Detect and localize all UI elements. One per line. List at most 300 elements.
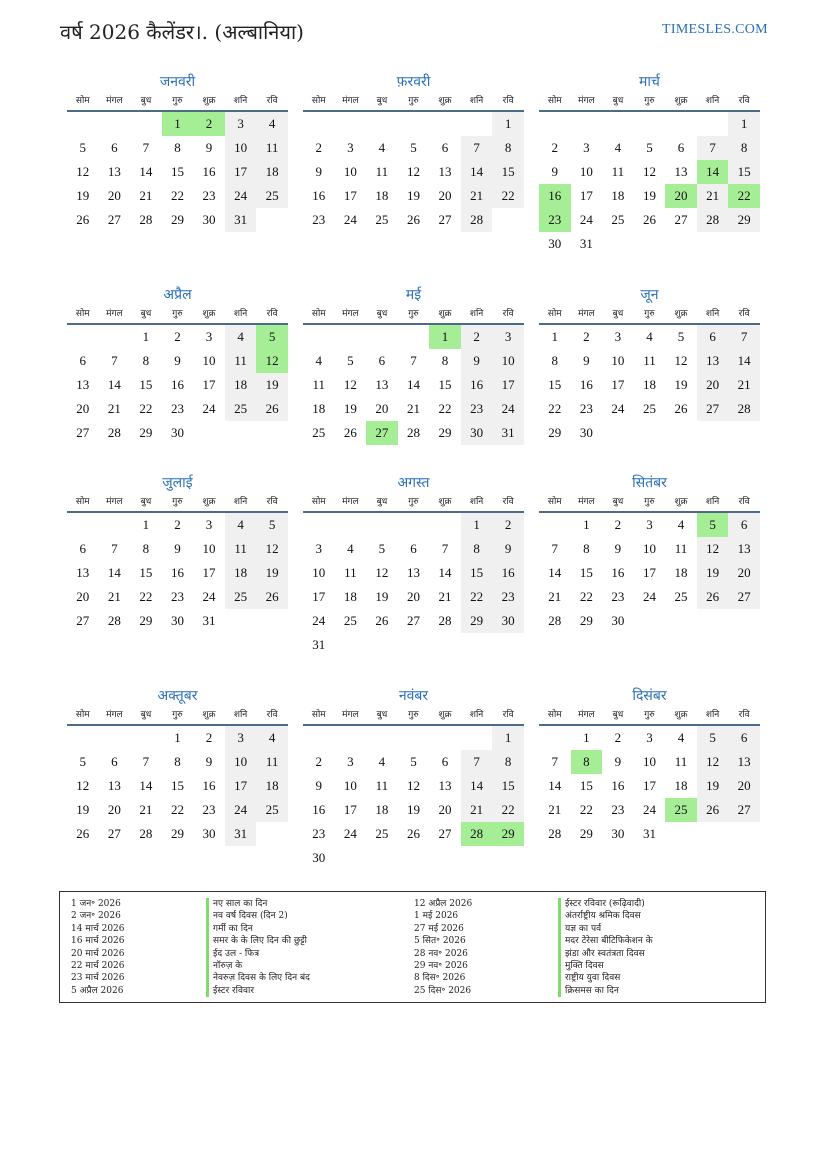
weekday-label: सोम	[311, 96, 326, 106]
day-cell: 8	[728, 136, 760, 160]
day-cell: 22	[438, 401, 452, 416]
day-cell: 13	[107, 164, 121, 179]
day-cell: 16	[611, 778, 625, 793]
day-cell: 10	[312, 565, 326, 580]
day-cell: 6	[378, 353, 386, 368]
day-cell: 30	[170, 613, 184, 628]
day-cell: 18	[674, 778, 688, 793]
empty-cell	[539, 513, 571, 537]
holiday-date: 2 जन॰ 2026	[71, 911, 121, 922]
empty-cell	[539, 112, 571, 136]
day-cell: 5	[347, 353, 354, 368]
day-cell: 19	[343, 401, 357, 416]
empty-cell	[99, 325, 131, 349]
day-cell: 29	[579, 613, 593, 628]
day-cell: 28	[697, 208, 729, 232]
day-cell: 29	[728, 208, 760, 232]
day-cell: 17	[225, 160, 257, 184]
day-cell: 18	[256, 774, 288, 798]
day-cell: 28	[406, 425, 420, 440]
day-cell: 31	[579, 236, 593, 251]
weekday-label: रवि	[266, 309, 278, 319]
day-cell: 28	[139, 826, 153, 841]
holiday-date: 5 अप्रैल 2026	[71, 985, 124, 996]
day-cell: 24	[202, 589, 216, 604]
month-name: अगस्त	[397, 475, 430, 491]
day-cell: 25	[225, 397, 257, 421]
day-cell: 22	[461, 585, 493, 609]
day-cell: 23	[312, 826, 326, 841]
day-cell: 23	[202, 188, 216, 203]
month-name: जून	[640, 287, 659, 303]
day-cell: 4	[646, 329, 653, 344]
day-cell: 18	[225, 373, 257, 397]
day-cell: 14	[139, 778, 153, 793]
day-cell: 2	[551, 140, 559, 155]
empty-cell	[67, 726, 99, 750]
weekday-label: बुध	[376, 96, 388, 106]
day-cell: 10	[225, 136, 257, 160]
empty-cell	[335, 726, 367, 750]
day-cell: 3	[205, 329, 213, 344]
day-cell: 9	[205, 140, 213, 155]
weekday-label: शनि	[469, 96, 484, 106]
day-cell: 27	[728, 585, 760, 609]
weekday-header	[303, 92, 524, 112]
day-cell: 16	[202, 778, 216, 793]
day-cell: 22	[579, 802, 593, 817]
holiday-date: 25 दिस॰ 2026	[414, 985, 472, 996]
day-cell: 10	[579, 164, 593, 179]
empty-cell	[634, 112, 666, 136]
day-cell: 13	[674, 164, 688, 179]
day-cell: 20	[406, 589, 420, 604]
day-cell: 23	[611, 589, 625, 604]
day-cell: 4	[677, 730, 685, 745]
day-grid	[539, 513, 760, 633]
weekday-label: रवि	[266, 497, 278, 507]
day-cell: 28	[139, 212, 153, 227]
weekday-label: गुरु	[408, 497, 419, 507]
empty-cell	[303, 112, 335, 136]
holiday-date: 14 मार्च 2026	[71, 923, 125, 934]
day-cell: 30	[611, 826, 625, 841]
day-cell: 16	[170, 565, 184, 580]
day-cell: 26	[76, 212, 90, 227]
day-cell: 14	[548, 565, 562, 580]
day-cell: 4	[256, 726, 288, 750]
day-cell: 26	[674, 401, 688, 416]
weekday-label: रवि	[738, 96, 750, 106]
day-cell: 13	[438, 778, 452, 793]
day-cell: 13	[375, 377, 389, 392]
month-name: मई	[405, 287, 422, 303]
holiday-names-col-1	[206, 898, 310, 997]
day-cell: 6	[728, 726, 760, 750]
day-cell: 4	[378, 140, 386, 155]
day-cell: 12	[343, 377, 357, 392]
day-cell: 23	[461, 397, 493, 421]
day-cell: 29	[548, 425, 562, 440]
day-cell: 1	[174, 730, 181, 745]
weekday-label: रवि	[502, 497, 514, 507]
holiday-name: क्रिसमस का दिन	[558, 985, 653, 997]
weekday-label: बुध	[376, 497, 388, 507]
day-cell: 4	[378, 754, 386, 769]
day-cell: 18	[611, 188, 625, 203]
day-cell: 15	[438, 377, 452, 392]
weekday-label: शनि	[469, 710, 484, 720]
weekday-label: रवि	[738, 497, 750, 507]
day-cell: 22	[139, 589, 153, 604]
day-cell: 15	[139, 377, 153, 392]
day-cell: 14	[548, 778, 562, 793]
day-cell: 4	[225, 325, 257, 349]
weekday-label: सोम	[547, 710, 562, 720]
day-cell: 28	[461, 208, 493, 232]
day-cell: 14	[438, 565, 452, 580]
day-cell: 9	[174, 353, 181, 368]
day-cell: 4	[225, 513, 257, 537]
holiday-date: 12 अप्रैल 2026	[414, 899, 473, 909]
day-cell: 24	[312, 613, 326, 628]
day-cell: 23	[202, 802, 216, 817]
day-cell: 22	[139, 401, 153, 416]
day-cell: 9	[614, 541, 622, 556]
day-cell: 12	[674, 353, 688, 368]
day-cell: 19	[697, 561, 729, 585]
day-cell: 16	[312, 188, 326, 203]
day-cell: 6	[697, 325, 729, 349]
day-cell: 24	[225, 798, 257, 822]
empty-cell	[461, 112, 493, 136]
day-cell: 17	[202, 377, 216, 392]
day-cell: 7	[111, 353, 118, 368]
day-cell: 21	[728, 373, 760, 397]
empty-cell	[130, 112, 162, 136]
day-cell: 23	[611, 802, 625, 817]
day-cell: 30	[461, 421, 493, 445]
day-cell: 31	[312, 637, 326, 652]
weekday-label: रवि	[738, 710, 750, 720]
empty-cell	[99, 112, 131, 136]
day-cell: 16	[579, 377, 593, 392]
day-cell: 12	[256, 537, 288, 561]
weekday-header	[67, 706, 288, 726]
empty-cell	[366, 513, 398, 537]
day-cell: 10	[202, 353, 216, 368]
day-cell: 22	[170, 188, 184, 203]
day-cell: 2	[614, 730, 622, 745]
holiday-date: 27 मई 2026	[414, 923, 464, 934]
day-cell: 18	[642, 377, 656, 392]
day-cell: 30	[170, 425, 184, 440]
day-cell: 27	[107, 826, 121, 841]
day-cell: 9	[492, 537, 524, 561]
day-cell: 8	[492, 750, 524, 774]
holiday-name: मुक्ति दिवस	[558, 960, 653, 972]
day-cell: 1	[142, 517, 150, 532]
day-cell: 13	[728, 537, 760, 561]
weekday-label: बुध	[612, 710, 624, 720]
day-cell: 11	[674, 541, 688, 556]
day-cell: 28	[548, 613, 562, 628]
weekday-label: सोम	[75, 96, 90, 106]
empty-cell	[398, 513, 430, 537]
day-cell: 2	[174, 517, 181, 532]
holiday-day-cell: 28	[461, 822, 493, 846]
day-cell: 5	[410, 754, 417, 769]
day-cell: 12	[76, 778, 90, 793]
day-cell: 5	[677, 329, 685, 344]
day-cell: 21	[139, 802, 153, 817]
weekday-label: शुक्र	[674, 497, 688, 507]
weekday-header	[539, 493, 760, 513]
day-cell: 25	[674, 589, 688, 604]
day-cell: 11	[312, 377, 326, 392]
day-cell: 15	[728, 160, 760, 184]
weekday-header	[67, 305, 288, 325]
day-cell: 30	[611, 613, 625, 628]
day-cell: 12	[642, 164, 656, 179]
day-cell: 14	[107, 377, 121, 392]
holiday-date: 8 दिस॰ 2026	[414, 973, 466, 984]
weekday-header	[67, 493, 288, 513]
day-cell: 2	[315, 140, 323, 155]
day-cell: 26	[343, 425, 357, 440]
day-cell: 7	[551, 541, 559, 556]
day-cell: 3	[205, 517, 213, 532]
empty-cell	[429, 726, 461, 750]
day-cell: 27	[406, 613, 420, 628]
month-name: अक्तूबर	[157, 688, 198, 704]
day-cell: 9	[174, 541, 181, 556]
day-cell: 28	[107, 425, 121, 440]
day-cell: 24	[611, 401, 625, 416]
day-cell: 9	[614, 754, 622, 769]
brand-link[interactable]: TIMESLES.COM	[662, 22, 768, 37]
weekday-header	[67, 92, 288, 112]
day-cell: 26	[697, 798, 729, 822]
day-cell: 2	[174, 329, 181, 344]
day-cell: 17	[492, 373, 524, 397]
day-cell: 29	[438, 425, 452, 440]
day-cell: 11	[674, 754, 688, 769]
day-cell: 19	[76, 188, 90, 203]
weekday-label: शुक्र	[438, 497, 452, 507]
day-cell: 4	[614, 140, 622, 155]
day-cell: 13	[107, 778, 121, 793]
weekday-label: बुध	[376, 309, 388, 319]
empty-cell	[429, 513, 461, 537]
day-cell: 20	[728, 774, 760, 798]
day-cell: 8	[583, 541, 590, 556]
day-cell: 10	[225, 750, 257, 774]
weekday-label: गुरु	[172, 309, 183, 319]
weekday-label: शनि	[705, 96, 720, 106]
holiday-name: नॉरुज़ के	[206, 960, 310, 972]
day-cell: 21	[548, 589, 562, 604]
day-cell: 7	[697, 136, 729, 160]
day-cell: 13	[697, 349, 729, 373]
day-cell: 2	[205, 730, 213, 745]
day-cell: 11	[256, 750, 288, 774]
month-calendar	[303, 72, 524, 232]
month-name: जनवरी	[159, 74, 196, 90]
holiday-date: 23 मार्च 2026	[71, 973, 125, 984]
empty-cell	[398, 726, 430, 750]
day-cell: 27	[697, 397, 729, 421]
weekday-label: शुक्र	[674, 710, 688, 720]
holiday-name: ईस्टर रविवार (रूढ़िवादी)	[558, 898, 653, 910]
day-cell: 14	[461, 160, 493, 184]
day-cell: 25	[642, 401, 656, 416]
day-cell: 3	[225, 112, 257, 136]
day-cell: 30	[579, 425, 593, 440]
holiday-date: 1 जन॰ 2026	[71, 899, 121, 909]
weekday-label: मंगल	[578, 497, 595, 507]
day-cell: 28	[728, 397, 760, 421]
weekday-label: शनि	[233, 309, 248, 319]
day-cell: 29	[139, 613, 153, 628]
day-cell: 15	[170, 164, 184, 179]
day-cell: 12	[406, 164, 420, 179]
day-cell: 11	[375, 164, 389, 179]
holiday-date: 5 सित॰ 2026	[414, 936, 466, 947]
holiday-date: 20 मार्च 2026	[71, 948, 125, 959]
day-cell: 5	[646, 140, 653, 155]
empty-cell	[99, 726, 131, 750]
day-cell: 25	[375, 826, 389, 841]
weekday-label: मंगल	[106, 710, 123, 720]
day-cell: 27	[728, 798, 760, 822]
holiday-day-cell: 20	[665, 184, 697, 208]
day-cell: 17	[642, 778, 656, 793]
weekday-label: शनि	[469, 497, 484, 507]
day-cell: 2	[614, 517, 622, 532]
weekday-label: गुरु	[644, 96, 655, 106]
weekday-label: बुध	[612, 309, 624, 319]
month-calendar	[539, 686, 760, 846]
holiday-day-cell: 22	[728, 184, 760, 208]
day-cell: 21	[107, 589, 121, 604]
day-cell: 3	[492, 325, 524, 349]
day-cell: 26	[406, 826, 420, 841]
day-cell: 3	[347, 754, 354, 769]
day-cell: 1	[583, 730, 590, 745]
holiday-day-cell: 23	[539, 208, 571, 232]
holiday-name: ईस्टर रविवार	[206, 985, 310, 997]
day-grid	[67, 112, 288, 232]
weekday-label: शनि	[705, 497, 720, 507]
day-cell: 23	[170, 589, 184, 604]
holiday-day-cell: 14	[697, 160, 729, 184]
weekday-label: सोम	[75, 497, 90, 507]
day-cell: 21	[139, 188, 153, 203]
holiday-name: यज्ञ का पर्व	[558, 923, 653, 935]
day-cell: 17	[225, 774, 257, 798]
empty-cell	[429, 112, 461, 136]
day-grid	[67, 325, 288, 445]
day-cell: 14	[406, 377, 420, 392]
weekday-label: मंगल	[578, 96, 595, 106]
day-cell: 27	[76, 425, 90, 440]
weekday-label: बुध	[140, 497, 152, 507]
day-cell: 9	[205, 754, 213, 769]
weekday-label: मंगल	[578, 309, 595, 319]
day-cell: 8	[174, 754, 181, 769]
day-cell: 1	[461, 513, 493, 537]
day-cell: 26	[256, 585, 288, 609]
day-cell: 31	[225, 822, 257, 846]
day-cell: 6	[677, 140, 685, 155]
day-cell: 30	[492, 609, 524, 633]
weekday-label: रवि	[266, 710, 278, 720]
weekday-label: शुक्र	[202, 497, 216, 507]
day-cell: 23	[492, 585, 524, 609]
day-cell: 16	[461, 373, 493, 397]
day-cell: 29	[139, 425, 153, 440]
day-cell: 7	[410, 353, 417, 368]
day-cell: 29	[170, 826, 184, 841]
holiday-date: 22 मार्च 2026	[71, 961, 125, 972]
holiday-day-cell: 5	[256, 325, 288, 349]
weekday-label: गुरु	[408, 710, 419, 720]
holiday-day-cell: 27	[366, 421, 398, 445]
day-cell: 13	[728, 750, 760, 774]
day-cell: 9	[583, 353, 590, 368]
day-cell: 24	[343, 826, 357, 841]
day-cell: 27	[107, 212, 121, 227]
empty-cell	[461, 726, 493, 750]
day-cell: 29	[170, 212, 184, 227]
holiday-day-cell: 12	[256, 349, 288, 373]
page-title: वर्ष 2026 कैलेंडर।. (अल्बानिया)	[60, 20, 304, 44]
empty-cell	[303, 513, 335, 537]
weekday-label: रवि	[738, 309, 750, 319]
day-cell: 13	[76, 377, 90, 392]
day-cell: 31	[202, 613, 216, 628]
day-cell: 4	[315, 353, 323, 368]
day-cell: 17	[579, 188, 593, 203]
day-cell: 27	[438, 212, 452, 227]
month-calendar	[67, 72, 288, 232]
empty-cell	[571, 112, 603, 136]
empty-cell	[398, 112, 430, 136]
weekday-label: सोम	[311, 710, 326, 720]
empty-cell	[99, 513, 131, 537]
day-cell: 7	[461, 136, 493, 160]
day-cell: 17	[202, 565, 216, 580]
holiday-name: मदर टेरेसा बीटिफिकेशन के	[558, 935, 653, 947]
day-cell: 27	[674, 212, 688, 227]
day-cell: 15	[579, 778, 593, 793]
day-cell: 19	[256, 373, 288, 397]
day-cell: 8	[142, 353, 150, 368]
day-grid	[539, 726, 760, 846]
empty-cell	[366, 726, 398, 750]
weekday-label: बुध	[140, 309, 152, 319]
day-cell: 14	[728, 349, 760, 373]
holiday-name: राष्ट्रीय युवा दिवस	[558, 972, 653, 984]
day-cell: 7	[551, 754, 559, 769]
weekday-label: शनि	[233, 96, 248, 106]
weekday-label: सोम	[547, 309, 562, 319]
weekday-label: मंगल	[342, 710, 359, 720]
day-cell: 1	[492, 726, 524, 750]
day-cell: 4	[256, 112, 288, 136]
weekday-label: बुध	[612, 497, 624, 507]
